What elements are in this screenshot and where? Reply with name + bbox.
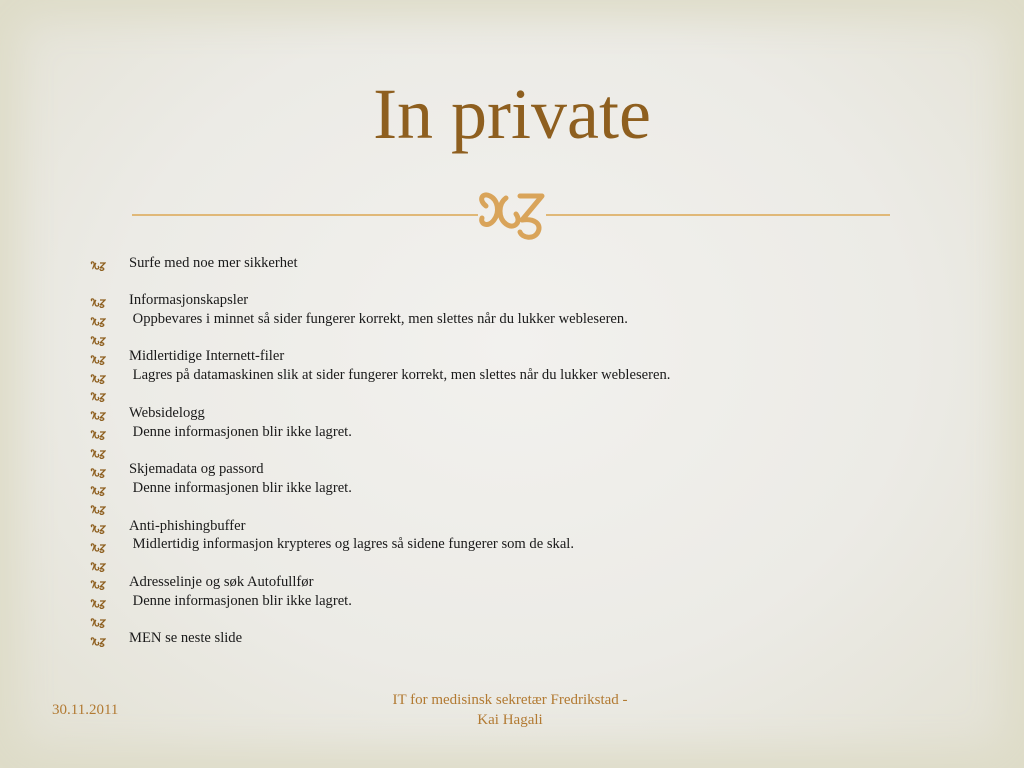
bullet-text: Oppbevares i minnet så sider fungerer korrekt, men slettes når du lukker webleseren. [129, 310, 628, 327]
swash-bullet-icon [90, 634, 106, 644]
bullet-text: Denne informasjonen blir ikke lagret. [129, 479, 352, 496]
bullet-item [90, 535, 970, 554]
swash-bullet-icon [90, 577, 106, 587]
footer-text-line2: Kai Hagali [477, 712, 543, 728]
bullet-item [90, 592, 970, 611]
bullet-text: Denne informasjonen blir ikke lagret. [129, 423, 352, 440]
swash-bullet-icon [90, 371, 106, 381]
bullet-text: MEN se neste slide [129, 630, 243, 647]
bullet-list [90, 254, 970, 648]
swash-bullet-icon [90, 389, 106, 399]
bullet-item [90, 329, 970, 348]
swash-bullet-icon [90, 258, 106, 268]
bullet-item [90, 291, 970, 310]
title-divider-left [132, 214, 478, 216]
swash-ornament-icon [476, 190, 548, 242]
bullet-item [90, 310, 970, 329]
bullet-item [90, 554, 970, 573]
footer-text-line1: IT for medisinsk sekretær Fredrikstad - [392, 692, 628, 708]
swash-bullet-icon [90, 427, 106, 437]
bullet-text: Skjemadata og passord [129, 461, 264, 478]
bullet-item [90, 517, 970, 536]
bullet-item [90, 573, 970, 592]
swash-bullet-icon [90, 559, 106, 569]
swash-bullet-icon [90, 446, 106, 456]
swash-bullet-icon [90, 502, 106, 512]
bullet-text: Adresselinje og søk Autofullfør [129, 573, 314, 590]
bullet-item [90, 254, 970, 273]
bullet-text: Informasjonskapsler [129, 291, 249, 308]
swash-bullet-icon [90, 483, 106, 493]
swash-bullet-icon [90, 333, 106, 343]
title-divider-right [546, 214, 890, 216]
bullet-text: Midlertidig informasjon krypteres og lagres så sidene fungerer som de skal. [129, 536, 574, 553]
bullet-item [90, 347, 970, 366]
bullet-item [90, 460, 970, 479]
bullet-item [90, 423, 970, 442]
swash-bullet-icon [90, 295, 106, 305]
bullet-text: Midlertidige Internett-filer [129, 348, 285, 365]
bullet-text: Denne informasjonen blir ikke lagret. [129, 592, 352, 609]
bullet-item [90, 385, 970, 404]
bullet-item [90, 404, 970, 423]
swash-bullet-icon [90, 615, 106, 625]
bullet-item [90, 366, 970, 385]
bullet-item [90, 611, 970, 630]
bullet-text: Websidelogg [129, 404, 205, 421]
swash-bullet-icon [90, 465, 106, 475]
bullet-text: Anti-phishingbuffer [129, 517, 246, 534]
footer-date: 30.11.2011 [52, 702, 119, 718]
swash-bullet-icon [90, 521, 106, 531]
bullet-text: Surfe med noe mer sikkerhet [129, 255, 298, 271]
swash-bullet-icon [90, 540, 106, 550]
swash-bullet-icon [90, 408, 106, 418]
bullet-text: Lagres på datamaskinen slik at sider fungerer korrekt, men slettes når du lukker webleseren. [129, 367, 671, 384]
bullet-item [90, 629, 970, 648]
bullet-item [90, 273, 970, 291]
bullet-item [90, 479, 970, 498]
footer-text [350, 690, 670, 730]
swash-bullet-icon [90, 352, 106, 362]
bullet-item [90, 498, 970, 517]
swash-bullet-icon [90, 596, 106, 606]
swash-bullet-icon [90, 314, 106, 324]
slide-title: In private [373, 74, 651, 154]
bullet-item [90, 441, 970, 460]
